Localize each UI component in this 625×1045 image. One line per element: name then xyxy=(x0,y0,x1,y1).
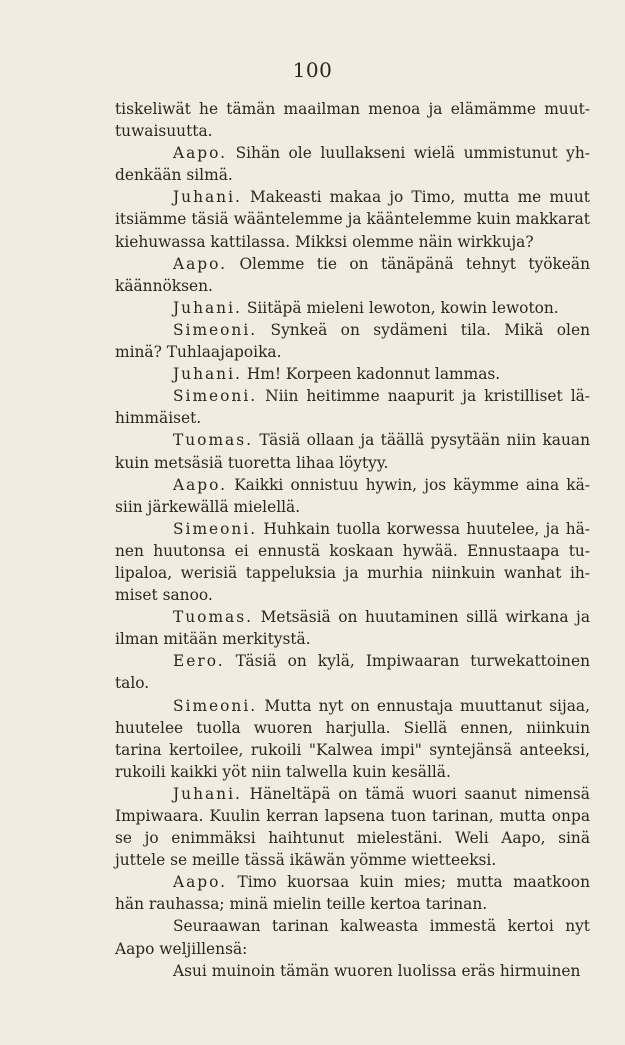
paragraph xyxy=(115,429,590,473)
speaker-name: Juhani. xyxy=(173,784,242,803)
paragraph-text: Olemme tie on tänäpänä tehnyt työkeän käännöksen. xyxy=(115,254,590,295)
paragraph-text: Kaikki onnistuu hywin, jos käymme aina käsiin järkewällä mielellä. xyxy=(115,475,590,516)
paragraph xyxy=(115,385,590,429)
speaker-name: Simeoni. xyxy=(173,696,258,715)
speaker-name: Aapo. xyxy=(173,144,228,163)
paragraph xyxy=(115,319,590,363)
paragraph xyxy=(115,474,590,518)
speaker-name: Aapo. xyxy=(173,873,228,892)
speaker-name: Aapo. xyxy=(173,254,228,273)
body-text xyxy=(115,98,590,982)
paragraph xyxy=(115,915,590,959)
paragraph xyxy=(115,695,590,783)
paragraph xyxy=(115,363,590,385)
speaker-name: Juhani. xyxy=(173,188,242,207)
speaker-name: Simeoni. xyxy=(173,387,258,406)
paragraph-text: Sihän ole luullakseni wielä ummistunut yhdenkään silmä. xyxy=(115,144,590,185)
paragraph-text: Siitäpä mieleni lewoton, kowin lewoton. xyxy=(246,298,559,317)
paragraph xyxy=(115,253,590,297)
paragraph xyxy=(115,650,590,694)
paragraph-text: Timo kuorsaa kuin mies; mutta maatkoon hän rauhassa; minä mielin teille kertoa tarinan. xyxy=(115,873,590,914)
paragraph-text: Asui muinoin tämän wuoren luolissa eräs hirmuinen xyxy=(173,961,581,980)
paragraph xyxy=(115,297,590,319)
paragraph xyxy=(115,606,590,650)
paragraph xyxy=(115,783,590,871)
paragraph-text: Niin heitimme naapurit ja kristilliset lähimmäiset. xyxy=(115,387,590,428)
paragraph-text: Mutta nyt on ennustaja muuttanut sijaa, huutelee tuolla wuoren harjulla. Siellä ennen, niinkuin tarina kertoilee, rukoili "Kalwea impi" syntejänsä anteeksi, rukoili kaikki yöt niin talwella kuin kesällä. xyxy=(115,696,590,781)
speaker-name: Juhani. xyxy=(173,298,242,317)
paragraph-text: Hm! Korpeen kadonnut lammas. xyxy=(246,365,501,384)
paragraph-text: Seuraawan tarinan kalweasta immestä kertoi nyt Aapo weljillensä: xyxy=(115,917,590,958)
paragraph xyxy=(115,871,590,915)
paragraph-text: tiskeliwät he tämän maailman menoa ja elämämme muuttuwaisuutta. xyxy=(115,100,590,141)
speaker-name: Tuomas. xyxy=(173,431,254,450)
paragraph-text: Häneltäpä on tämä wuori saanut nimensä Impiwaara. Kuulin kerran lapsena tuon tarinan, mutta onpa se jo enimmäksi haihtunut mielestäni. Weli Aapo, sinä juttele se meille tässä ikäwän yömme wietteeksi. xyxy=(115,784,590,870)
speaker-name: Eero. xyxy=(173,652,225,671)
paragraph-text: Metsäsiä on huutaminen sillä wirkana ja ilman mitään merkitystä. xyxy=(115,608,590,649)
paragraph-text: Synkeä on sydämeni tila. Mikä olen minä? Tuhlaajapoika. xyxy=(115,320,590,362)
paragraph xyxy=(115,186,590,252)
speaker-name: Tuomas. xyxy=(173,608,254,627)
paragraph-text: Täsiä on kylä, Impiwaaran turwekattoinen talo. xyxy=(115,652,590,693)
paragraph-text: Makeasti makaa jo Timo, mutta me muut itsiämme täsiä wääntelemme ja kääntelemme kuin makkarat kiehuwassa kattilassa. Mikksi olemme näin wirkkuja? xyxy=(115,188,590,251)
speaker-name: Juhani. xyxy=(173,365,242,384)
page-number: 100 xyxy=(292,58,333,82)
speaker-name: Simeoni. xyxy=(173,320,258,339)
paragraph-text: Huhkain tuolla korwessa huutelee, ja hänen huutonsa ei ennustä koskaan hywää. Ennustaapa tulipaloa, werisiä tappeluksia ja murhia niinkuin wanhat ihmiset sanoo. xyxy=(115,519,590,605)
paragraph xyxy=(115,142,590,186)
paragraph xyxy=(115,960,590,982)
speaker-name: Aapo. xyxy=(173,475,228,494)
paragraph xyxy=(115,98,590,142)
paragraph xyxy=(115,518,590,606)
speaker-name: Simeoni. xyxy=(173,519,258,538)
paragraph-text: Täsiä ollaan ja täällä pysytään niin kauan kuin metsäsiä tuoretta lihaa löytyy. xyxy=(115,431,590,472)
